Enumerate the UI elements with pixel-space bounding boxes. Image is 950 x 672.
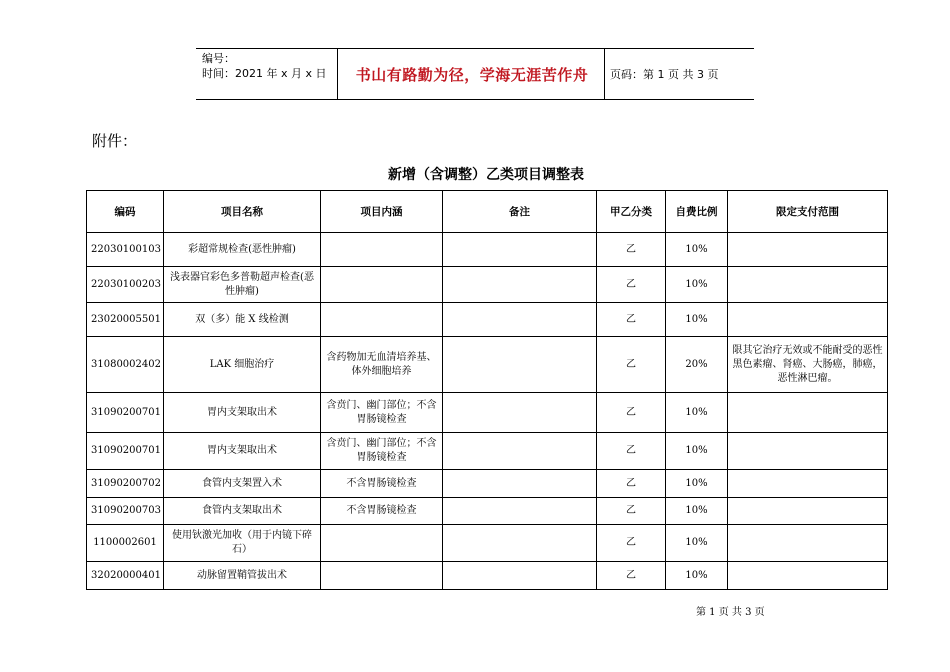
column-header: 自费比例 [666, 191, 728, 233]
cell-category: 乙 [597, 267, 666, 303]
cell-name: 动脉留置鞘管拔出术 [164, 562, 321, 590]
cell-ratio: 10% [666, 233, 728, 267]
cell-code: 23020005501 [87, 303, 164, 337]
cell-note [443, 562, 597, 590]
cell-ratio: 10% [666, 267, 728, 303]
cell-name: 食管内支架置入术 [164, 470, 321, 498]
cell-scope [728, 393, 888, 433]
column-header: 项目内涵 [321, 191, 443, 233]
cell-content [321, 233, 443, 267]
column-header: 备注 [443, 191, 597, 233]
cell-scope [728, 562, 888, 590]
column-header: 甲乙分类 [597, 191, 666, 233]
cell-code: 22030100103 [87, 233, 164, 267]
cell-ratio: 10% [666, 303, 728, 337]
cell-name: 胃内支架取出术 [164, 433, 321, 470]
cell-name: 浅表器官彩色多普勒超声检查(恶性肿瘤) [164, 267, 321, 303]
cell-scope [728, 303, 888, 337]
cell-name: 双（多）能 X 线检测 [164, 303, 321, 337]
header-divider [604, 49, 605, 99]
page-footer: 第 1 页 共 3 页 [696, 607, 765, 618]
cell-scope [728, 233, 888, 267]
cell-note [443, 498, 597, 525]
attachment-label: 附件： [92, 132, 138, 150]
table-row [87, 337, 888, 393]
cell-name: 彩超常规检查(恶性肿瘤) [164, 233, 321, 267]
cell-code: 31090200702 [87, 470, 164, 498]
cell-code: 1100002601 [87, 525, 164, 562]
cell-scope [728, 470, 888, 498]
header-divider [337, 49, 338, 99]
cell-ratio: 10% [666, 393, 728, 433]
cell-code: 32020000401 [87, 562, 164, 590]
cell-note [443, 525, 597, 562]
time-label: 时间：2021 年 x 月 x 日 [202, 67, 327, 80]
cell-ratio: 10% [666, 433, 728, 470]
number-label: 编号： [202, 52, 235, 65]
cell-content: 含贲门、幽门部位；不含胃肠镜检查 [321, 393, 443, 433]
cell-category: 乙 [597, 525, 666, 562]
cell-content: 含贲门、幽门部位；不含胃肠镜检查 [321, 433, 443, 470]
cell-code: 22030100203 [87, 267, 164, 303]
cell-scope: 限其它治疗无效或不能耐受的恶性黑色素瘤、肾癌、大肠癌，肺癌，恶性淋巴瘤。 [728, 337, 888, 393]
cell-ratio: 20% [666, 337, 728, 393]
header-page-info: 页码：第 1 页 共 3 页 [610, 68, 719, 81]
cell-content: 含药物加无血清培养基、体外细胞培养 [321, 337, 443, 393]
column-header: 项目名称 [164, 191, 321, 233]
cell-note [443, 470, 597, 498]
table-row [87, 393, 888, 433]
table-row [87, 470, 888, 498]
table-row [87, 267, 888, 303]
cell-content [321, 525, 443, 562]
cell-scope [728, 525, 888, 562]
cell-content [321, 562, 443, 590]
table-row [87, 433, 888, 470]
cell-note [443, 433, 597, 470]
cell-ratio: 10% [666, 498, 728, 525]
cell-category: 乙 [597, 433, 666, 470]
cell-name: LAK 细胞治疗 [164, 337, 321, 393]
cell-content: 不含胃肠镜检查 [321, 498, 443, 525]
table-row [87, 562, 888, 590]
cell-category: 乙 [597, 498, 666, 525]
document-header [196, 48, 754, 100]
cell-code: 31090200703 [87, 498, 164, 525]
cell-category: 乙 [597, 233, 666, 267]
cell-note [443, 337, 597, 393]
table-title: 新增（含调整）乙类项目调整表 [388, 167, 584, 183]
cell-category: 乙 [597, 470, 666, 498]
cell-content [321, 267, 443, 303]
cell-name: 胃内支架取出术 [164, 393, 321, 433]
cell-name: 使用钬激光加收（用于内镜下碎石） [164, 525, 321, 562]
header-meta [202, 51, 327, 81]
cell-ratio: 10% [666, 525, 728, 562]
cell-note [443, 267, 597, 303]
cell-content: 不含胃肠镜检查 [321, 470, 443, 498]
column-header: 限定支付范围 [728, 191, 888, 233]
table-header-row [87, 191, 888, 233]
column-header: 编码 [87, 191, 164, 233]
cell-category: 乙 [597, 393, 666, 433]
header-motto: 书山有路勤为径，学海无涯苦作舟 [355, 66, 589, 84]
table-row [87, 303, 888, 337]
cell-content [321, 303, 443, 337]
cell-category: 乙 [597, 303, 666, 337]
cell-scope [728, 433, 888, 470]
table-row [87, 233, 888, 267]
cell-ratio: 10% [666, 470, 728, 498]
table-row [87, 498, 888, 525]
cell-code: 31090200701 [87, 433, 164, 470]
adjustment-table [86, 190, 888, 590]
cell-name: 食管内支架取出术 [164, 498, 321, 525]
cell-note [443, 393, 597, 433]
cell-scope [728, 498, 888, 525]
cell-category: 乙 [597, 337, 666, 393]
table-row [87, 525, 888, 562]
cell-category: 乙 [597, 562, 666, 590]
cell-ratio: 10% [666, 562, 728, 590]
cell-note [443, 303, 597, 337]
cell-code: 31090200701 [87, 393, 164, 433]
cell-scope [728, 267, 888, 303]
cell-code: 31080002402 [87, 337, 164, 393]
cell-note [443, 233, 597, 267]
